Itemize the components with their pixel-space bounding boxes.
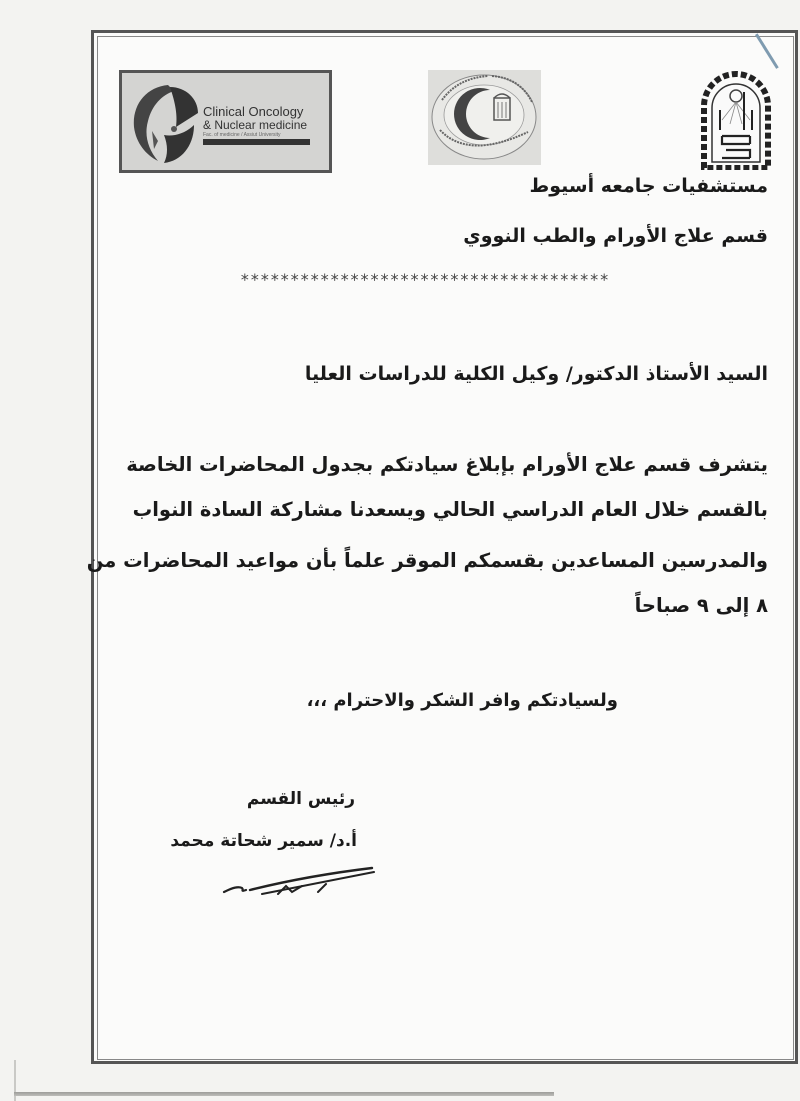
- letter-body-line: ٨ إلى ٩ صباحاً: [634, 594, 768, 617]
- letter-closing: ولسيادتكم وافر الشكر والاحترام ،،،: [306, 690, 618, 711]
- scan-shadow: [14, 1092, 554, 1096]
- signatory-name: أ.د/ سمير شحاتة محمد: [170, 831, 357, 851]
- hospital-name: مستشفيات جامعه أسيوط: [529, 175, 768, 197]
- department-name: قسم علاج الأورام والطب النووي: [463, 225, 768, 247]
- letter-body-line: والمدرسين المساعدين بقسمكم الموقر علماً بأن مواعيد المحاضرات من: [86, 549, 768, 572]
- letter-body-line: يتشرف قسم علاج الأورام بإبلاغ سيادتكم بجدول المحاضرات الخاصة: [126, 453, 768, 476]
- assiut-university-logo: [700, 70, 772, 170]
- signatory-title: رئيس القسم: [246, 789, 355, 809]
- letter-body-line: بالقسم خلال العام الدراسي الحالي ويسعدنا مشاركة السادة النواب: [132, 498, 768, 521]
- oncology-logo: [119, 70, 332, 173]
- letter-addressee: السيد الأستاذ الدكتور/ وكيل الكلية للدراسات العليا: [304, 363, 768, 385]
- handwritten-signature-icon: [222, 862, 377, 902]
- oncology-logo-subtitle: & Nuclear medicine: [203, 118, 308, 132]
- separator-stars: *************************************: [240, 270, 610, 289]
- oncology-logo-tagline: Fac. of medicine / Assiut University: [203, 132, 281, 138]
- oncology-department-logo-icon: [128, 79, 204, 167]
- faculty-of-medicine-crescent-seal-icon: [428, 70, 541, 165]
- assiut-university-arch-emblem-icon: [700, 70, 772, 170]
- oncology-logo-band: [203, 139, 310, 145]
- faculty-of-medicine-logo: [428, 70, 541, 165]
- oncology-logo-title: Clinical Oncology: [203, 104, 304, 119]
